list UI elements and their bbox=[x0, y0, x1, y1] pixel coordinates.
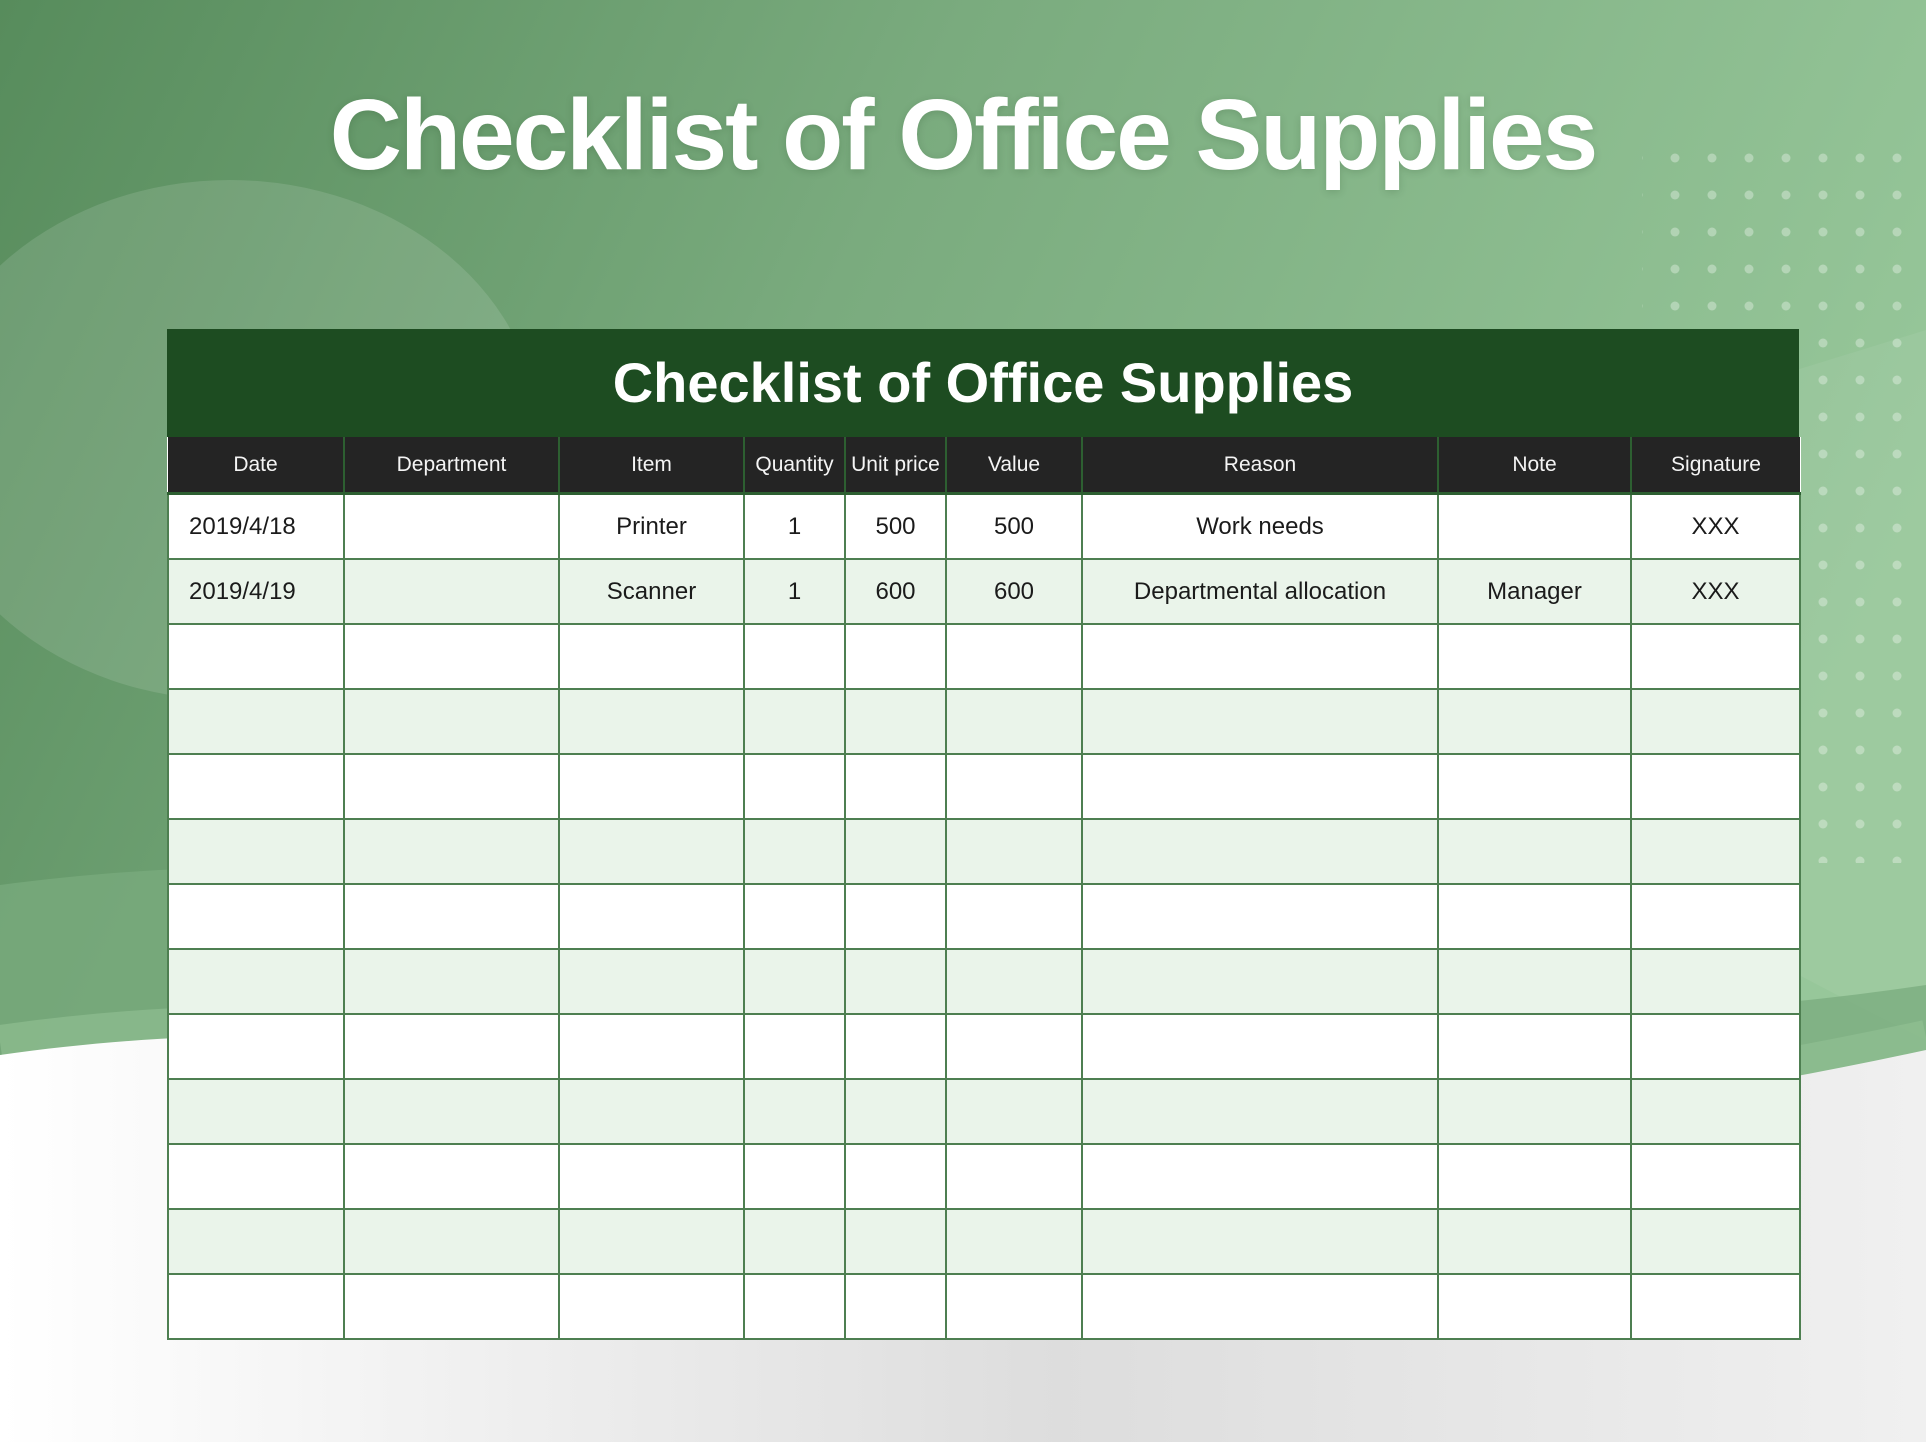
table-row bbox=[168, 494, 1800, 560]
table-cell: 500 bbox=[845, 494, 946, 560]
table-cell bbox=[1438, 949, 1631, 1014]
table-cell bbox=[1082, 1014, 1438, 1079]
column-header-value: Value bbox=[946, 437, 1082, 494]
table-cell bbox=[946, 1209, 1082, 1274]
table-cell bbox=[946, 1079, 1082, 1144]
table-cell bbox=[1082, 1209, 1438, 1274]
table-cell bbox=[559, 754, 744, 819]
table-cell bbox=[559, 624, 744, 689]
sheet-title: Checklist of Office Supplies bbox=[167, 329, 1799, 437]
table-cell bbox=[1438, 819, 1631, 884]
table-cell bbox=[1438, 1209, 1631, 1274]
table-cell bbox=[344, 624, 559, 689]
table-cell bbox=[559, 1209, 744, 1274]
table-cell: 500 bbox=[946, 494, 1082, 560]
table-cell bbox=[1631, 689, 1800, 754]
table-cell bbox=[845, 624, 946, 689]
table-row bbox=[168, 624, 1800, 689]
page-title: Checklist of Office Supplies bbox=[329, 79, 1597, 191]
column-header-quantity: Quantity bbox=[744, 437, 845, 494]
table-row bbox=[168, 1079, 1800, 1144]
table-cell bbox=[344, 1079, 559, 1144]
table-cell bbox=[845, 819, 946, 884]
table-row bbox=[168, 1209, 1800, 1274]
table-cell bbox=[744, 689, 845, 754]
table-cell: 600 bbox=[845, 559, 946, 624]
table-cell bbox=[1082, 819, 1438, 884]
table-cell bbox=[1631, 1014, 1800, 1079]
table-cell bbox=[1082, 1274, 1438, 1339]
column-header-note: Note bbox=[1438, 437, 1631, 494]
table-cell bbox=[559, 884, 744, 949]
table-cell bbox=[845, 949, 946, 1014]
table-row bbox=[168, 949, 1800, 1014]
table-cell bbox=[1082, 884, 1438, 949]
column-header-signature: Signature bbox=[1631, 437, 1800, 494]
table-cell: Manager bbox=[1438, 559, 1631, 624]
table-cell: 2019/4/19 bbox=[168, 559, 344, 624]
table-cell bbox=[845, 754, 946, 819]
table-cell bbox=[845, 1209, 946, 1274]
table-cell bbox=[1438, 1274, 1631, 1339]
table-cell: XXX bbox=[1631, 494, 1800, 560]
table-cell bbox=[344, 494, 559, 560]
table-cell bbox=[946, 1144, 1082, 1209]
table-cell: Departmental allocation bbox=[1082, 559, 1438, 624]
table-cell bbox=[559, 1079, 744, 1144]
supplies-sheet bbox=[167, 329, 1799, 1337]
table-cell bbox=[344, 689, 559, 754]
table-cell: 600 bbox=[946, 559, 1082, 624]
header-row bbox=[168, 437, 1800, 494]
table-cell bbox=[946, 754, 1082, 819]
table-cell bbox=[946, 884, 1082, 949]
table-cell bbox=[1082, 754, 1438, 819]
table-cell bbox=[559, 949, 744, 1014]
table-cell bbox=[946, 624, 1082, 689]
table-cell bbox=[1082, 689, 1438, 754]
table-cell: Scanner bbox=[559, 559, 744, 624]
table-cell bbox=[559, 1144, 744, 1209]
table-cell bbox=[559, 819, 744, 884]
table-cell bbox=[744, 884, 845, 949]
table-cell bbox=[344, 884, 559, 949]
table-row bbox=[168, 689, 1800, 754]
table-row bbox=[168, 559, 1800, 624]
table-cell bbox=[946, 689, 1082, 754]
table-cell: 1 bbox=[744, 559, 845, 624]
table-cell bbox=[168, 949, 344, 1014]
table-cell bbox=[1631, 754, 1800, 819]
table-cell bbox=[744, 1209, 845, 1274]
table-row bbox=[168, 1014, 1800, 1079]
table-cell bbox=[168, 819, 344, 884]
table-cell bbox=[1438, 494, 1631, 560]
table-cell bbox=[344, 1209, 559, 1274]
table-cell bbox=[845, 689, 946, 754]
table-cell bbox=[1082, 1144, 1438, 1209]
column-header-unit-price: Unit price bbox=[845, 437, 946, 494]
table-cell bbox=[946, 819, 1082, 884]
table-cell bbox=[1631, 884, 1800, 949]
table-cell bbox=[1082, 1079, 1438, 1144]
table-cell bbox=[744, 819, 845, 884]
table-cell bbox=[845, 884, 946, 949]
table-cell bbox=[1438, 1014, 1631, 1079]
table-cell bbox=[168, 754, 344, 819]
table-cell bbox=[168, 884, 344, 949]
table-cell bbox=[1631, 819, 1800, 884]
table-cell bbox=[559, 689, 744, 754]
table-cell bbox=[344, 754, 559, 819]
table-cell bbox=[168, 1014, 344, 1079]
supplies-table bbox=[167, 437, 1801, 1340]
table-cell bbox=[744, 949, 845, 1014]
column-header-date: Date bbox=[168, 437, 344, 494]
table-cell bbox=[1631, 1274, 1800, 1339]
table-cell bbox=[1631, 1079, 1800, 1144]
table-row bbox=[168, 754, 1800, 819]
table-cell bbox=[1082, 949, 1438, 1014]
table-cell bbox=[168, 1079, 344, 1144]
table-row bbox=[168, 884, 1800, 949]
table-cell bbox=[168, 689, 344, 754]
table-cell bbox=[1631, 624, 1800, 689]
table-cell bbox=[168, 1274, 344, 1339]
table-cell bbox=[845, 1274, 946, 1339]
table-cell bbox=[1438, 754, 1631, 819]
table-cell bbox=[1438, 624, 1631, 689]
table-cell: Printer bbox=[559, 494, 744, 560]
table-cell bbox=[168, 1144, 344, 1209]
table-cell: 1 bbox=[744, 494, 845, 560]
table-cell bbox=[1438, 1144, 1631, 1209]
table-cell bbox=[744, 1144, 845, 1209]
table-cell bbox=[1438, 689, 1631, 754]
table-cell bbox=[344, 949, 559, 1014]
table-cell bbox=[1631, 1209, 1800, 1274]
table-cell bbox=[744, 1014, 845, 1079]
table-cell bbox=[168, 1209, 344, 1274]
table-cell: 2019/4/18 bbox=[168, 494, 344, 560]
table-cell: XXX bbox=[1631, 559, 1800, 624]
table-cell bbox=[559, 1274, 744, 1339]
table-row bbox=[168, 819, 1800, 884]
table-cell bbox=[344, 1144, 559, 1209]
table-row bbox=[168, 1274, 1800, 1339]
table-cell bbox=[344, 559, 559, 624]
column-header-item: Item bbox=[559, 437, 744, 494]
table-cell bbox=[946, 1274, 1082, 1339]
table-cell bbox=[845, 1079, 946, 1144]
table-cell bbox=[744, 1274, 845, 1339]
table-cell bbox=[1631, 949, 1800, 1014]
table-cell bbox=[744, 754, 845, 819]
table-cell bbox=[559, 1014, 744, 1079]
table-cell bbox=[1631, 1144, 1800, 1209]
table-cell bbox=[344, 1274, 559, 1339]
table-cell bbox=[744, 624, 845, 689]
table-cell bbox=[946, 949, 1082, 1014]
column-header-department: Department bbox=[344, 437, 559, 494]
table-cell bbox=[845, 1014, 946, 1079]
table-cell bbox=[168, 624, 344, 689]
table-row bbox=[168, 1144, 1800, 1209]
table-cell: Work needs bbox=[1082, 494, 1438, 560]
table-cell bbox=[344, 1014, 559, 1079]
column-header-reason: Reason bbox=[1082, 437, 1438, 494]
table-cell bbox=[744, 1079, 845, 1144]
table-cell bbox=[1082, 624, 1438, 689]
table-cell bbox=[845, 1144, 946, 1209]
table-cell bbox=[946, 1014, 1082, 1079]
table-cell bbox=[1438, 884, 1631, 949]
table-cell bbox=[344, 819, 559, 884]
table-cell bbox=[1438, 1079, 1631, 1144]
